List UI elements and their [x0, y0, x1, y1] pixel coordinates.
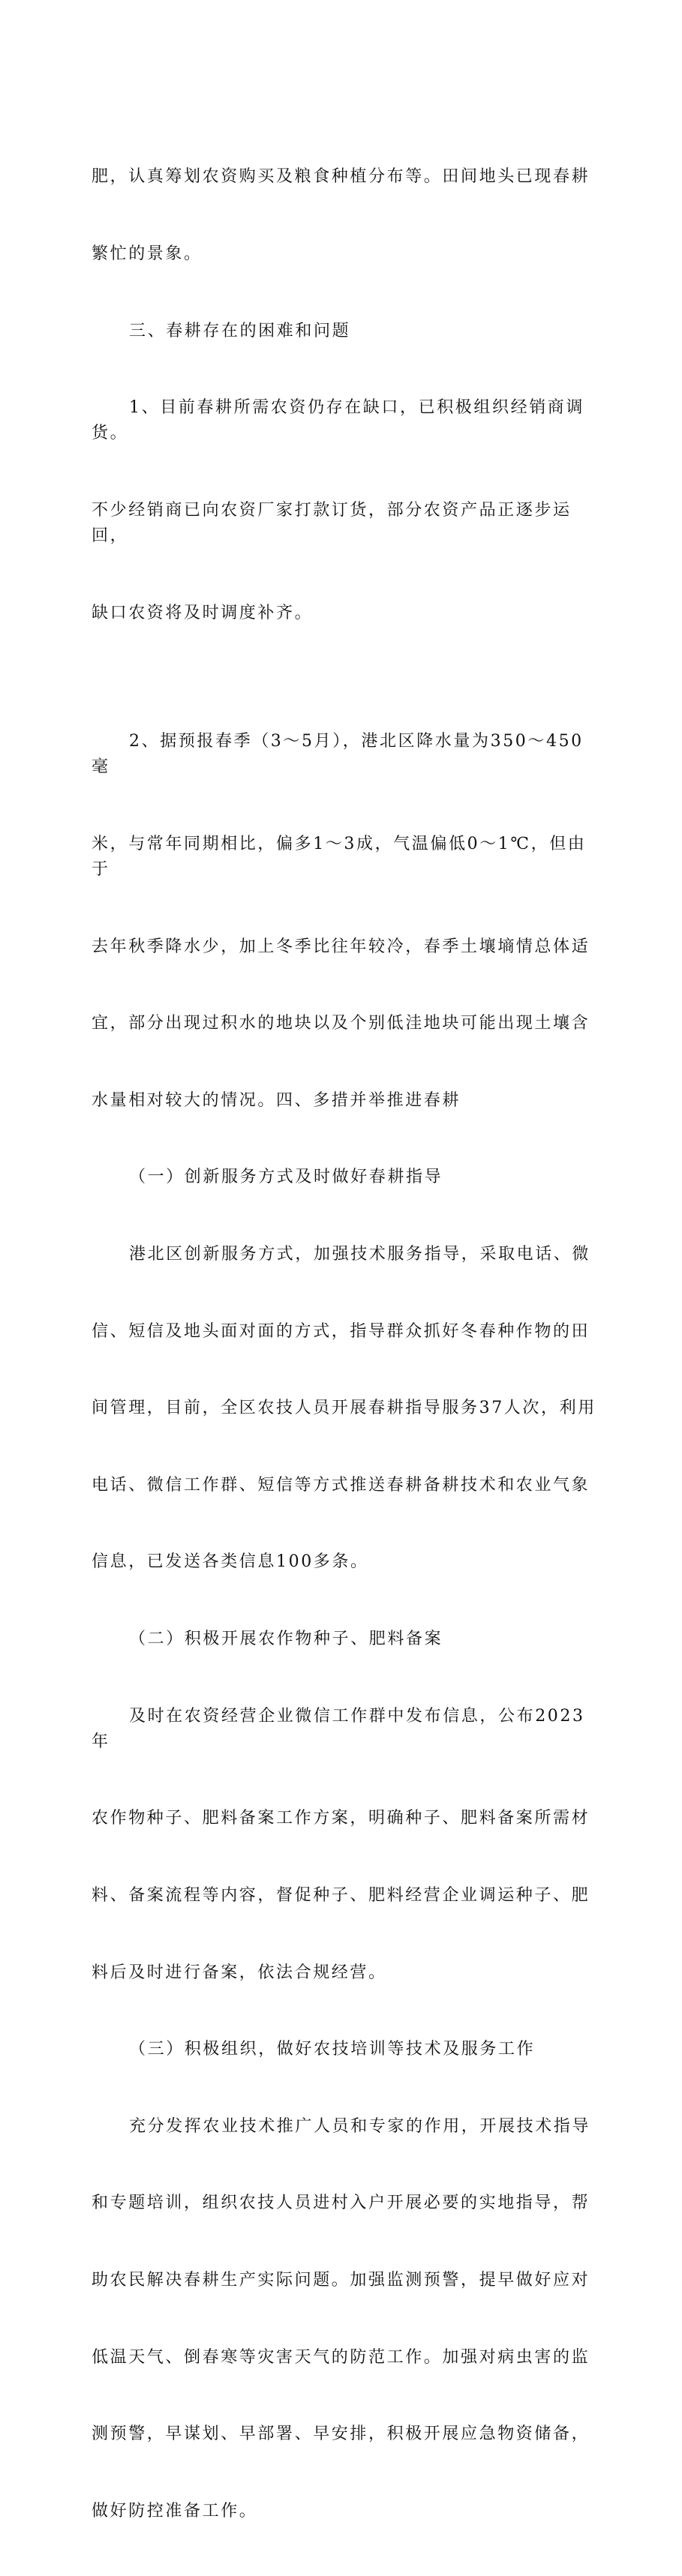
- text-line: 料、备案流程等内容，督促种子、肥料经营企业调运种子、肥: [92, 1886, 590, 1906]
- text-line: 助农民解决春耕生产实际问题。加强监测预警，提早做好应对: [92, 2271, 590, 2290]
- paragraph-training: [92, 2062, 602, 2575]
- paragraph-service-innovation: [92, 1191, 602, 1627]
- text-line: 低温天气、倒春寒等灾害天气的防范工作。加强对病虫害的监: [92, 2347, 590, 2367]
- text-line: 电话、微信工作群、短信等方式推送春耕备耕技术和农业气象: [92, 1475, 590, 1495]
- text-line: 水量相对较大的情况。四、多措并举推进春耕: [92, 1090, 461, 1110]
- heading-text: （一）创新服务方式及时做好春耕指导: [129, 1168, 443, 1187]
- text-line: 1、目前春耕所需农资仍存在缺口，已积极组织经销商调货。: [92, 398, 584, 443]
- text-line: 做好防控准备工作。: [92, 2501, 258, 2521]
- text-line: 缺口农资将及时调度补齐。: [92, 603, 314, 622]
- subsection-heading-service-innovation: [92, 1165, 602, 1190]
- text-line: 充分发挥农业技术推广人员和专家的作用，开展技术指导: [129, 2116, 591, 2136]
- subsection-heading-seed-fertilizer-filing: [92, 1627, 602, 1652]
- text-line: 信息，已发送各类信息100多条。: [92, 1552, 369, 1572]
- paragraph-weather-forecast: [92, 677, 602, 1165]
- text-line: 肥，认真筹划农资购买及粮食种植分布等。田间地头已现春耕: [92, 167, 590, 187]
- subsection-heading-training: [92, 2037, 602, 2062]
- text-line: 和专题培训，组织农技人员进村入户开展必要的实地指导，帮: [92, 2194, 590, 2213]
- heading-text: （二）积极开展农作物种子、肥料备案: [129, 1629, 443, 1648]
- text-line: 宜，部分出现过积水的地块以及个别低洼地块可能出现土壤含: [92, 1014, 590, 1033]
- text-line: 间管理，目前，全区农技人员开展春耕指导服务37人次，利用: [92, 1399, 596, 1418]
- text-line: 去年秋季降水少，加上冬季比往年较冷，春季土壤墒情总体适: [92, 937, 590, 956]
- text-line: 繁忙的景象。: [92, 244, 203, 264]
- text-line: 测预警，早谋划、早部署、早安排，积极开展应急物资储备，: [92, 2425, 590, 2444]
- text-line: 及时在农资经营企业微信工作群中发布信息，公布2023年: [92, 1706, 585, 1751]
- section-heading-difficulties: [92, 319, 602, 344]
- text-line: 2、据预报春季（3～5月），港北区降水量为350～450毫: [92, 731, 584, 777]
- text-line: 信、短信及地头面对面的方式，指导群众抓好冬春种作物的田: [92, 1321, 590, 1341]
- text-line: 不少经销商已向农资厂家打款订货，部分农资产品正逐步运回，: [92, 501, 572, 546]
- heading-text: 三、春耕存在的困难和问题: [129, 321, 351, 340]
- text-line: 米，与常年同期相比，偏多1～3成，气温偏低0～1℃，但由于: [92, 834, 587, 879]
- text-line: 港北区创新服务方式，加强技术服务指导，采取电话、微: [129, 1244, 591, 1264]
- paragraph-seed-fertilizer-filing: [92, 1652, 602, 2037]
- text-line: 农作物种子、肥料备案工作方案，明确种子、肥料备案所需材: [92, 1809, 590, 1828]
- document-body: [92, 113, 602, 2576]
- paragraph-continuation: [92, 113, 602, 319]
- heading-text: （三）积极组织，做好农技培训等技术及服务工作: [129, 2040, 536, 2059]
- text-line: 料后及时进行备案，依法合规经营。: [92, 1963, 387, 1982]
- paragraph-supply-gap: [92, 344, 602, 678]
